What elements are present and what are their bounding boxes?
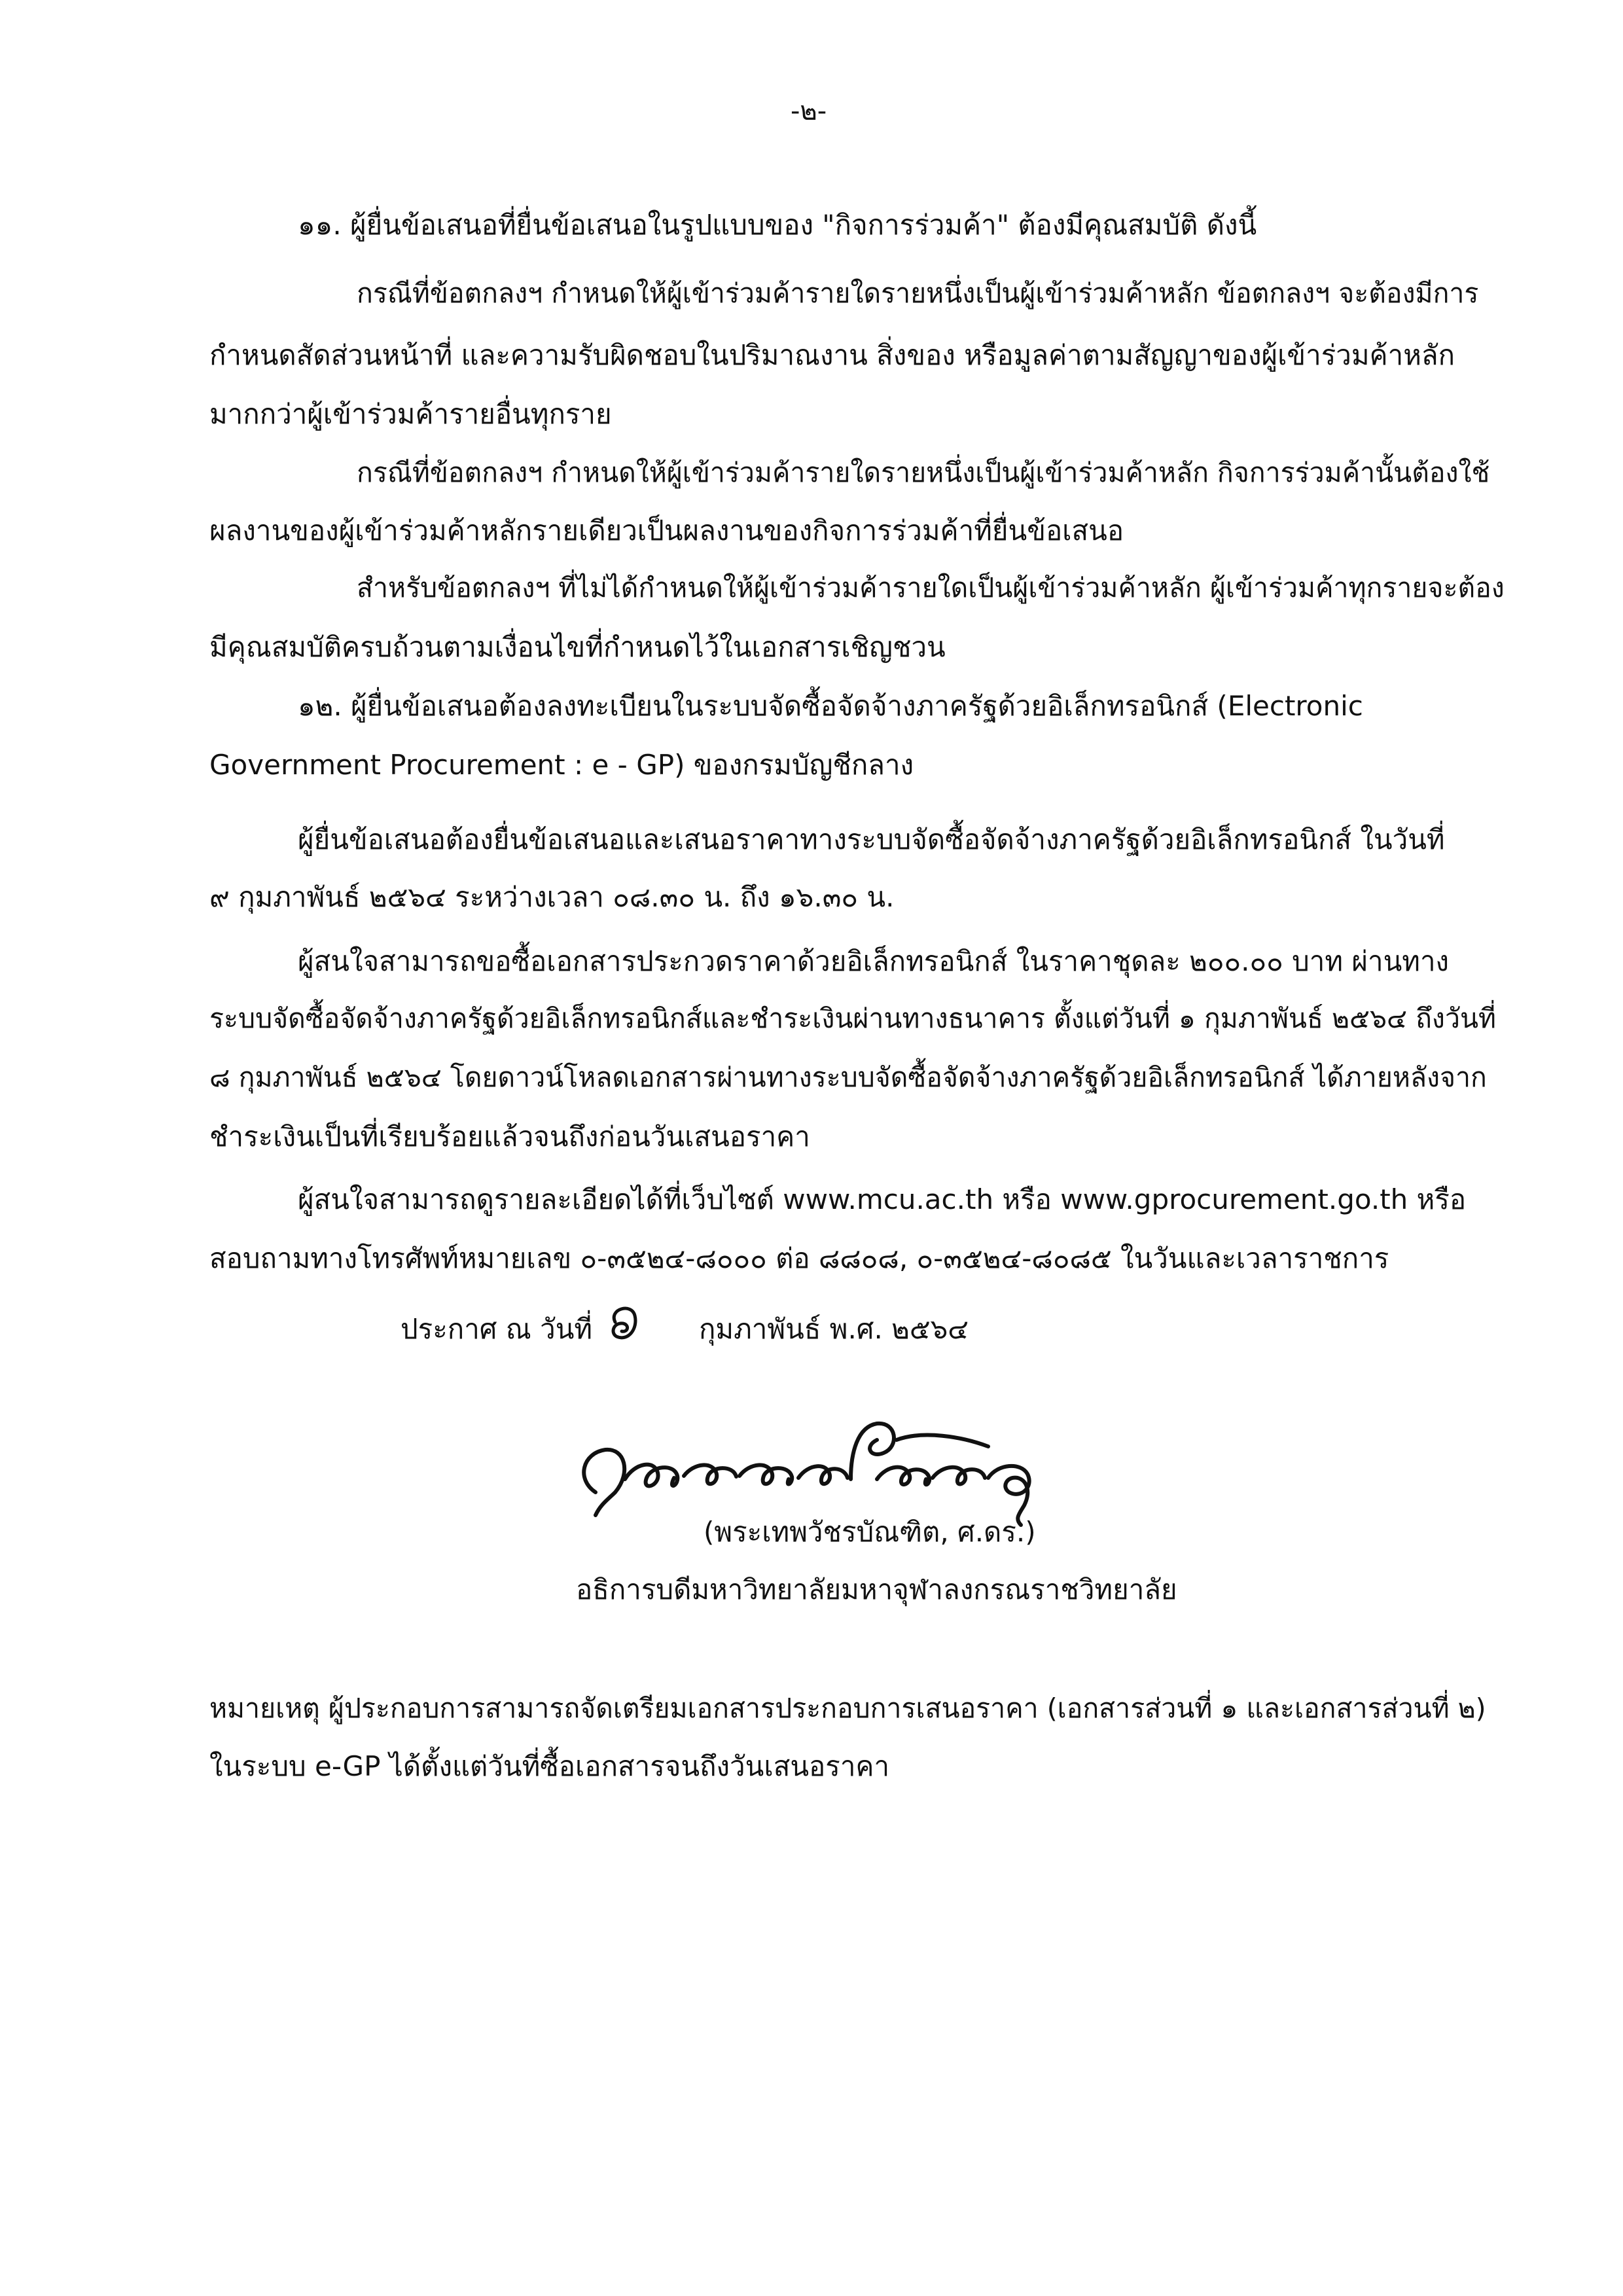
note-line1: หมายเหตุ ผู้ประกอบการสามารถจัดเตรียมเอกสารประกอบการเสนอราคา (เอกสารส่วนที่ ๑ และเอกสารส่วนที่ ๒): [209, 1693, 1486, 1724]
note-line2: ในระบบ e-GP ได้ตั้งแต่วันที่ซื้อเอกสารจนถึงวันเสนอราคา: [209, 1750, 890, 1782]
clause-11-para1-line3: มากกว่าผู้เข้าร่วมค้ารายอื่นทุกราย: [209, 398, 612, 430]
clause-11-para2-line1: กรณีที่ข้อตกลงฯ กำหนดให้ผู้เข้าร่วมค้ารายใดรายหนึ่งเป็นผู้เข้าร่วมค้าหลัก กิจการร่วมค้านั้นต้องใช้: [357, 457, 1490, 488]
clause-11-para3-line2: มีคุณสมบัติครบถ้วนตามเงื่อนไขที่กำหนดไว้ในเอกสารเชิญชวน: [209, 631, 946, 663]
handwritten-day-mark: [602, 1296, 648, 1348]
signatory-name: (พระเทพวัชรบัณฑิต, ศ.ดร.): [704, 1516, 1036, 1548]
submission-line1: ผู้ยื่นข้อเสนอต้องยื่นข้อเสนอและเสนอราคาทางระบบจัดซื้อจัดจ้างภาครัฐด้วยอิเล็กทรอนิกส์ ในวันที่: [298, 823, 1445, 855]
page-number: -๒-: [791, 96, 827, 126]
clause-12-line1: ๑๒. ผู้ยื่นข้อเสนอต้องลงทะเบียนในระบบจัดซื้อจัดจ้างภาครัฐด้วยอิเล็กทรอนิกส์ (Electronic: [298, 690, 1363, 722]
announce-suffix: กุมภาพันธ์ พ.ศ. ๒๕๖๔: [699, 1313, 969, 1345]
clause-11-para1-line1: กรณีที่ข้อตกลงฯ กำหนดให้ผู้เข้าร่วมค้ารายใดรายหนึ่งเป็นผู้เข้าร่วมค้าหลัก ข้อตกลงฯ จะต้องมีการ: [357, 278, 1479, 309]
purchase-line2: ระบบจัดซื้อจัดจ้างภาครัฐด้วยอิเล็กทรอนิกส์และชำระเงินผ่านทางธนาคาร ตั้งแต่วันที่ ๑ กุมภาพันธ์ ๒๕๖๔ ถึงวันที่: [209, 1003, 1497, 1034]
clause-11-para2-line2: ผลงานของผู้เข้าร่วมค้าหลักรายเดียวเป็นผลงานของกิจการร่วมค้าที่ยื่นข้อเสนอ: [209, 514, 1124, 547]
contact-line2: สอบถามทางโทรศัพท์หมายเลข ๐-๓๕๒๔-๘๐๐๐ ต่อ ๘๘๐๘, ๐-๓๕๒๔-๘๐๘๕ ในวันและเวลาราชการ: [209, 1242, 1389, 1274]
purchase-line3: ๘ กุมภาพันธ์ ๒๕๖๔ โดยดาวน์โหลดเอกสารผ่านทางระบบจัดซื้อจัดจ้างภาครัฐด้วยอิเล็กทรอนิกส์ ได้ภายหลังจาก: [209, 1062, 1487, 1093]
purchase-line1: ผู้สนใจสามารถขอซื้อเอกสารประกวดราคาด้วยอิเล็กทรอนิกส์ ในราคาชุดละ ๒๐๐.๐๐ บาท ผ่านทาง: [298, 945, 1450, 977]
clause-11-heading: ๑๑. ผู้ยื่นข้อเสนอที่ยื่นข้อเสนอในรูปแบบของ "กิจการร่วมค้า" ต้องมีคุณสมบัติ ดังนี้: [298, 209, 1257, 241]
announce-prefix: ประกาศ ณ วันที่: [401, 1313, 593, 1345]
signatory-title: อธิการบดีมหาวิทยาลัยมหาจุฬาลงกรณราชวิทยาลัย: [576, 1573, 1177, 1605]
handwritten-signature: [569, 1401, 1073, 1532]
clause-11-para1-line2: กำหนดสัดส่วนหน้าที่ และความรับผิดชอบในปริมาณงาน สิ่งของ หรือมูลค่าตามสัญญาของผู้เข้าร่วมค้าหลัก: [209, 339, 1455, 371]
clause-11-para3-line1: สำหรับข้อตกลงฯ ที่ไม่ได้กำหนดให้ผู้เข้าร่วมค้ารายใดเป็นผู้เข้าร่วมค้าหลัก ผู้เข้าร่วมค้าทุกรายจะต้อง: [357, 572, 1505, 603]
contact-line1: ผู้สนใจสามารถดูรายละเอียดได้ที่เว็บไซต์ www.mcu.ac.th หรือ www.gprocurement.go.th หรือ: [298, 1183, 1467, 1215]
submission-line2: ๙ กุมภาพันธ์ ๒๕๖๔ ระหว่างเวลา ๐๘.๓๐ น. ถึง ๑๖.๓๐ น.: [209, 881, 895, 913]
clause-12-line2: Government Procurement : e - GP) ของกรมบัญชีกลาง: [209, 749, 914, 781]
purchase-line4: ชำระเงินเป็นที่เรียบร้อยแล้วจนถึงก่อนวันเสนอราคา: [209, 1121, 810, 1153]
